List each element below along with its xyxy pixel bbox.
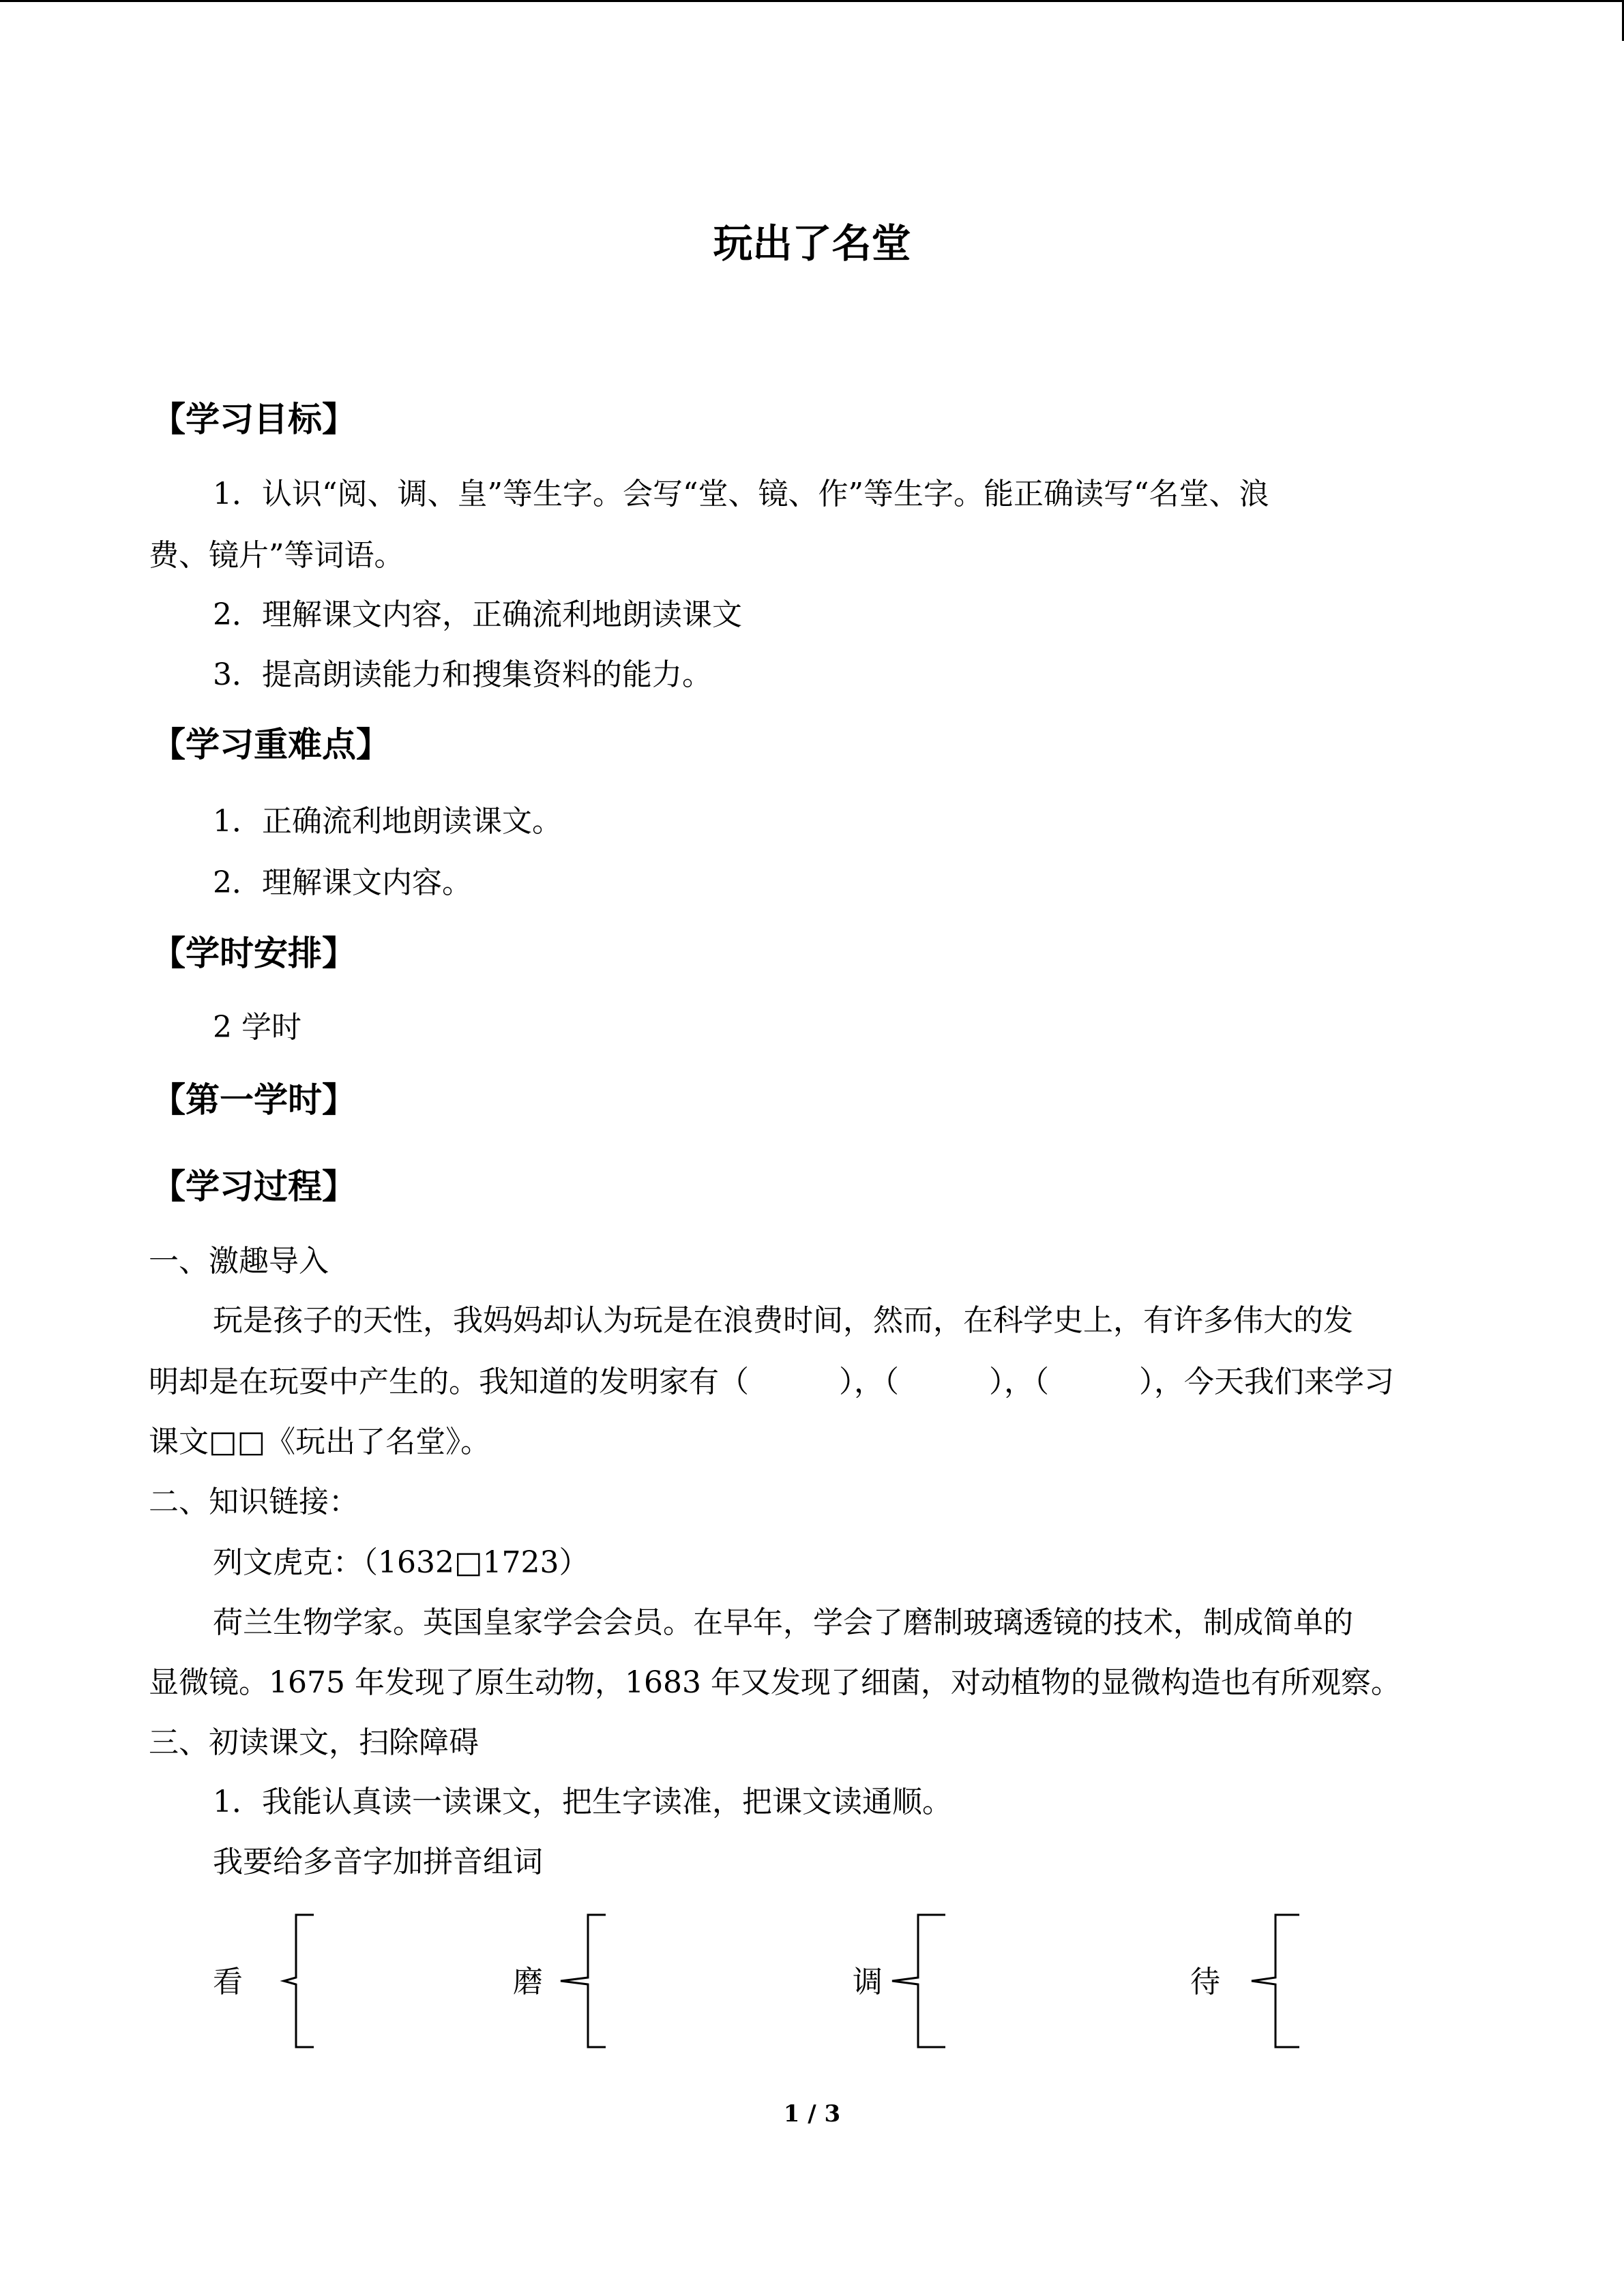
polyphone-char: 磨 [513,1965,543,1999]
process-heading: 【学习过程】 [151,1167,356,1206]
objective-2: 2．理解课文内容，正确流利地朗读课文 [213,597,742,632]
part-1-title: 一、激趣导入 [149,1244,329,1279]
part-2-line-1: 荷兰生物学家。英国皇家学会会员。在早年，学会了磨制玻璃透镜的技术，制成简单的 [213,1605,1353,1640]
part-1-line-1: 玩是孩子的天性，我妈妈却认为玩是在浪费时间，然而，在科学史上，有许多伟大的发 [213,1303,1353,1338]
objective-3: 3．提高朗读能力和搜集资料的能力。 [213,657,712,692]
page-border-top [0,0,1624,2]
key-point-1: 1．正确流利地朗读课文。 [213,804,562,839]
part-2-line-2: 显微镜。1675 年发现了原生动物，1683 年又发现了细菌，对动植物的显微构造也有所观察。 [149,1665,1401,1700]
objective-1-line-2: 费、镜片”等词语。 [149,538,404,573]
part-2-title: 二、知识链接： [149,1485,359,1519]
part-3-item-1: 1．我能认真读一读课文，把生字读准，把课文读通顺。 [213,1785,952,1819]
part-1-line-2: 明却是在玩耍中产生的。我知道的发明家有（ ），（ ），（ ），今天我们来学习 [149,1365,1394,1399]
objectives-heading: 【学习目标】 [151,400,356,439]
page-number: 1 / 3 [783,2100,841,2128]
part-2-person: 列文虎克：（1632□1723） [213,1545,589,1580]
polyphone-char: 调 [853,1965,883,1999]
objective-1-line-1: 1．认识“阅、调、皇”等生字。会写“堂、镜、作”等生字。能正确读写“名堂、浪 [213,477,1269,511]
polyphone-char: 待 [1190,1965,1220,1999]
page-title: 玩出了名堂 [713,220,911,267]
schedule-heading: 【学时安排】 [151,934,356,973]
part-1-line-3: 课文□□《玩出了名堂》。 [149,1425,491,1459]
polyphone-char: 看 [213,1965,243,1999]
brace-icon [1228,1913,1303,2049]
brace-icon [546,1913,607,2049]
brace-icon [254,1913,315,2049]
part-3-prompt: 我要给多音字加拼音组词 [213,1845,543,1879]
first-period-heading: 【第一学时】 [151,1080,356,1120]
key-points-heading: 【学习重难点】 [151,725,390,764]
key-point-2: 2．理解课文内容。 [213,865,472,900]
part-3-title: 三、初读课文，扫除障碍 [149,1725,479,1760]
schedule-text: 2 学时 [213,1010,301,1045]
brace-icon [885,1913,947,2049]
